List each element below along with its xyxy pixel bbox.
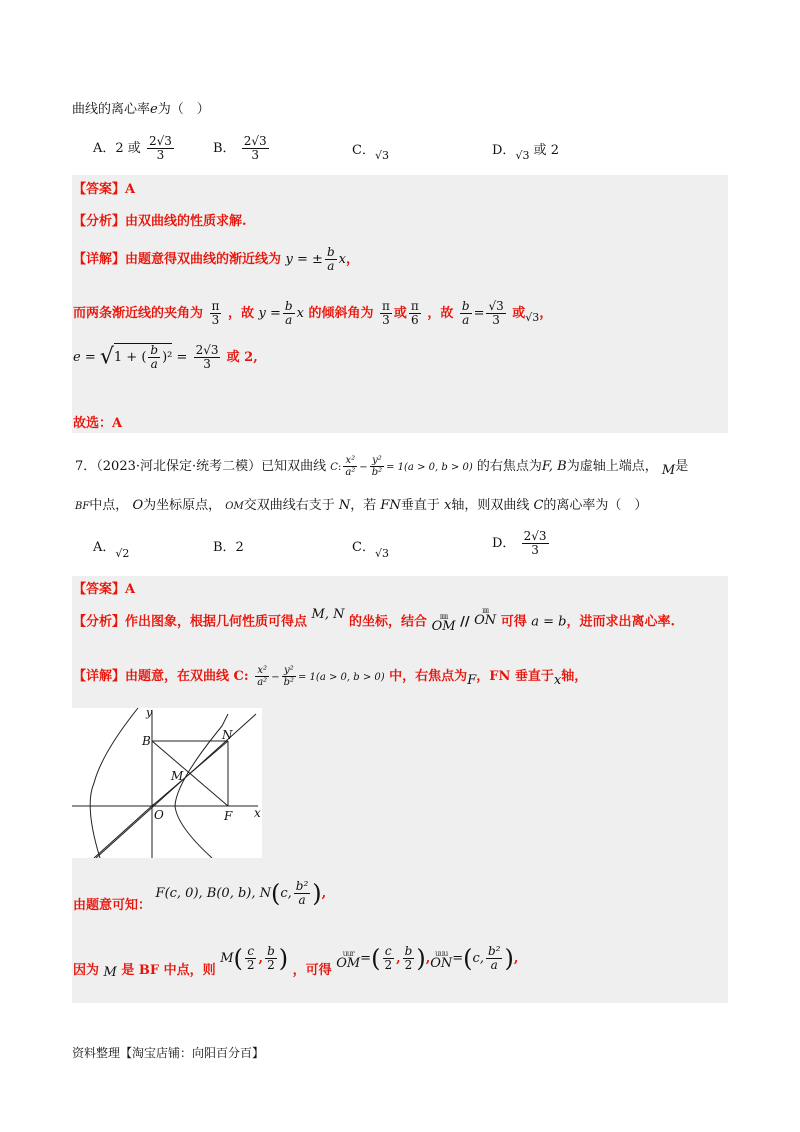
q6-answer: 【答案】A bbox=[73, 182, 136, 197]
q7-analysis: 【分析】作出图象，根据几何性质可得点 M, N 的坐标，结合 ııııı OM // ıııı ON 可得 a = b，进而求出离心率. bbox=[73, 606, 675, 634]
q6-option-c: C．$_{√3}$ bbox=[352, 143, 389, 162]
fig-label-x: x bbox=[254, 806, 261, 820]
q6-option-b: B． $\frac{2√3}{3}$ bbox=[213, 134, 267, 162]
q6-detail-line3: e = √1 + ( $\frac{b}{a}$ )² = $\frac{2√3}{3}$ 或 2, bbox=[73, 343, 258, 371]
q7-stem-line1: 7．（2023·河北保定·统考二模）已知双曲线 C: $\frac{\text{x²}}{\text{a²}}$ − $\frac{\text{y²}}{\text{b²}}$ = 1(a > 0, b > 0) 的右焦点为F, B为虚轴上端点， M是 bbox=[75, 455, 689, 478]
q6-detail-line2: 而两条渐近线的夹角为 $\frac{\pi}{3}$ ，故 y = $\frac{b}{a}$ x 的倾斜角为 $\frac{\pi}{3}$ 或 $\frac{\pi}{6}$ ，故 $\frac{b}{a}$ = $\frac{√3}{3}$ 或$_{√3}$， bbox=[73, 299, 553, 327]
q6-option-d: D．$_{√3}$ 或 2 bbox=[492, 143, 559, 162]
q7-option-b: B．2 bbox=[213, 540, 244, 555]
fig-label-f: F bbox=[224, 809, 233, 823]
q6-analysis: 【分析】由双曲线的性质求解. bbox=[73, 214, 247, 229]
q7-option-a: A．$_{√2}$ bbox=[93, 540, 130, 560]
q7-option-c: C．$_{√3}$ bbox=[352, 540, 389, 560]
q7-because: 因为 M 是 BF 中点，则 M( $\frac{c}{2}$ , $\frac{b}{2}$ ) ，可得 uur OM =( $\frac{c}{2}$ , $\frac{b}{2}$ ), uuu ON =(c, $\frac{\text{b²}}{a}$ ), bbox=[73, 944, 519, 980]
q6-stem: 曲线的离心率e为（ ） bbox=[72, 102, 210, 117]
q7-known-coords: 由题意可知： F(c, 0), B(0, b), N(c, $\frac{\text{b²}}{a}$ ), bbox=[73, 879, 327, 913]
fig-label-n: N bbox=[222, 728, 233, 742]
q6-conclusion: 故选：A bbox=[73, 416, 123, 431]
fig-label-o: O bbox=[154, 808, 164, 822]
q7-detail: 【详解】由题意，在双曲线 C: $\frac{\text{x²}}{\text{a²}}$ − $\frac{\text{y²}}{\text{b²}}$ = 1(a > 0, b > 0) 中，右焦点为F，FN 垂直于x轴， bbox=[73, 665, 588, 688]
fig-label-m: M bbox=[171, 769, 184, 783]
q7-answer: 【答案】A bbox=[73, 582, 136, 597]
q7-stem-line2: BF中点， O为坐标原点， OM交双曲线右支于 N，若 FN垂直于 x轴，则双曲线 C的离心率为（ ） bbox=[75, 498, 648, 513]
footer-source: 资料整理【淘宝店铺：向阳百分百】 bbox=[72, 1046, 265, 1060]
q6-detail: 【详解】由题意得双曲线的渐近线为 y = ± $\frac{b}{a}$ x， bbox=[73, 245, 359, 273]
q7-hyperbola-figure bbox=[72, 708, 262, 858]
fig-label-b: B bbox=[142, 734, 151, 748]
q7-option-d: D． $\frac{2√3}{3}$ bbox=[492, 529, 547, 557]
fig-label-y: y bbox=[146, 706, 153, 719]
q6-option-a: A．2 或 $\frac{2√3}{3}$ bbox=[93, 134, 172, 162]
